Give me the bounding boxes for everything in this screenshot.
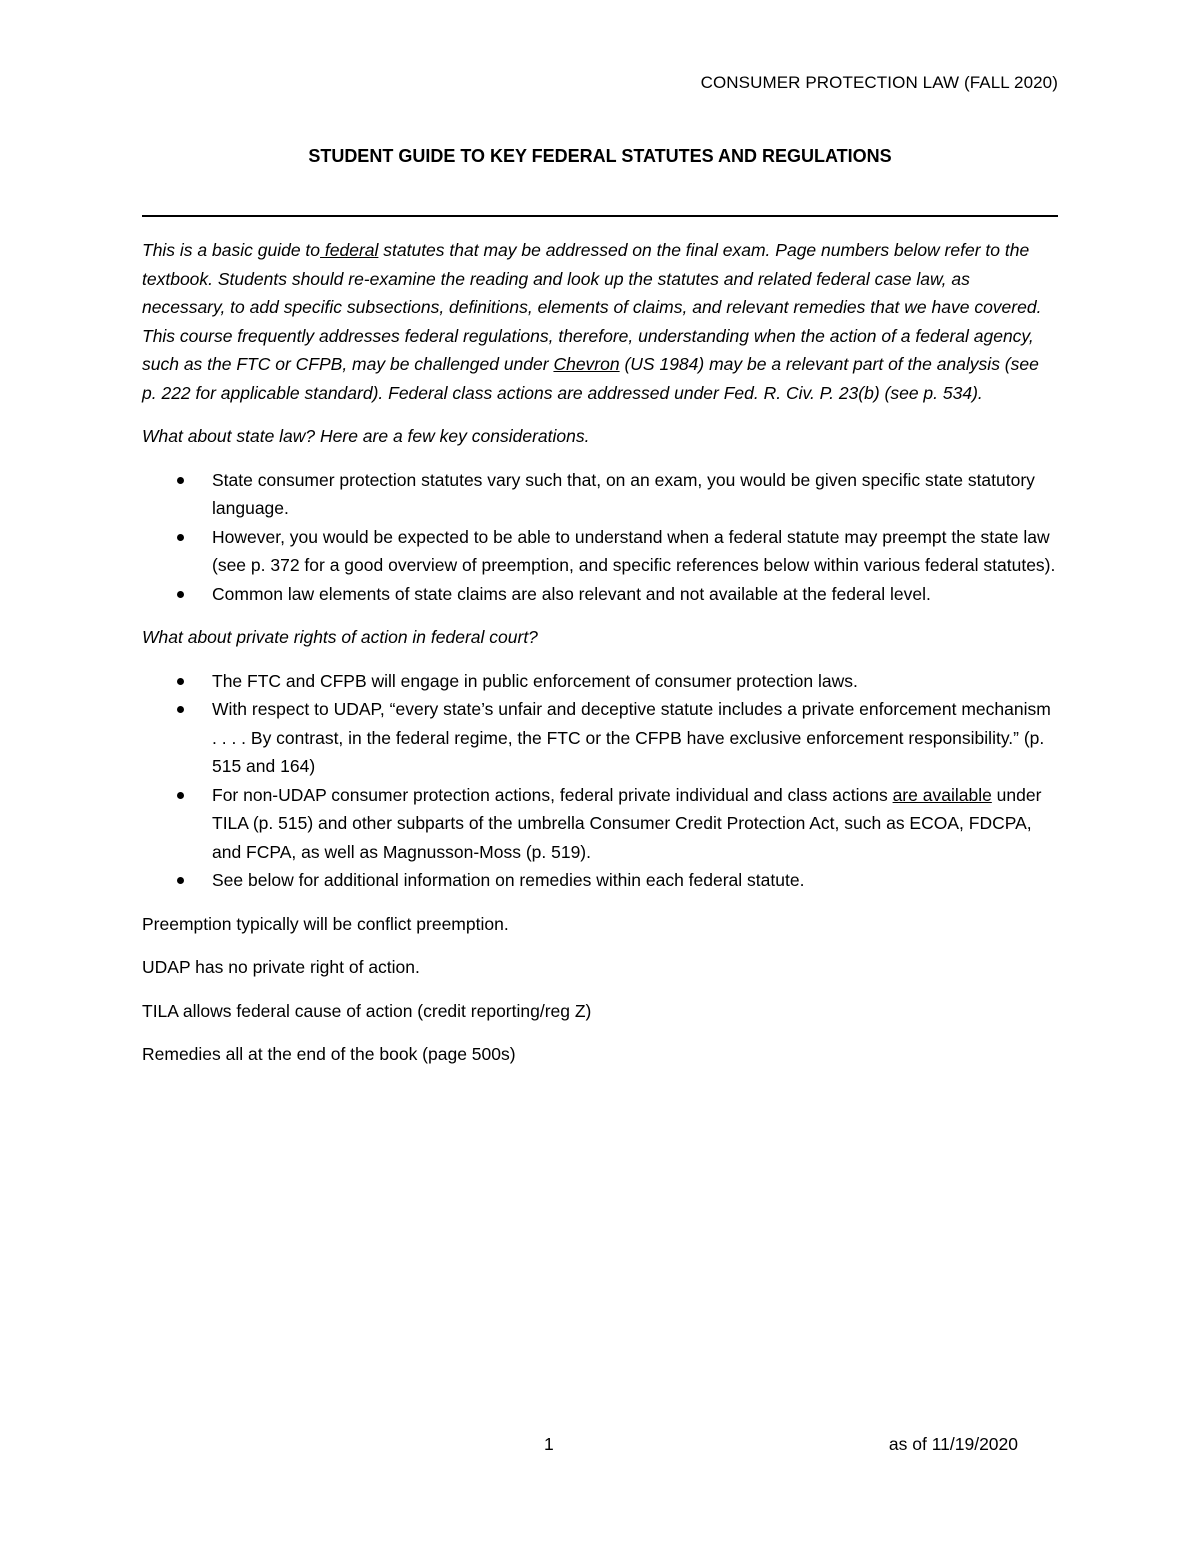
bullet-icon xyxy=(177,706,184,713)
bullet-icon xyxy=(177,534,184,541)
bullet-icon xyxy=(177,877,184,884)
list-item xyxy=(142,667,1058,696)
list-item-text: under TILA (p. 515) and other subparts of the umbrella Consumer Credit Protection Act, such as ECOA, FDCPA, and FCPA, as well as Magnusson-Moss (p. 519). xyxy=(212,784,1042,862)
note-udap: UDAP has no private right of action. xyxy=(142,957,420,977)
list-item-text: For non-UDAP consumer protection actions, federal private individual and class actions xyxy=(212,784,893,805)
list-item xyxy=(142,580,1058,609)
running-header: CONSUMER PROTECTION LAW (FALL 2020) xyxy=(700,73,1058,92)
list-item xyxy=(142,466,1058,523)
bullet-icon xyxy=(177,591,184,598)
state-law-list xyxy=(142,466,1058,609)
list-item xyxy=(142,523,1058,580)
list-item-text: Common law elements of state claims are also relevant and not available at the federal level. xyxy=(212,583,931,604)
footer-as-of-date: as of 11/19/2020 xyxy=(888,1434,1018,1454)
bullet-icon xyxy=(177,678,184,685)
list-item xyxy=(142,781,1058,867)
note-preemption: Preemption typically will be conflict preemption. xyxy=(142,913,509,934)
list-item-text: With respect to UDAP, “every state’s unfair and deceptive statute includes a private enforcement mechanism . . . . By contrast, in the federal regime, the FTC or the CFPB have exclusive enforcement responsibility.” (p. 515 and 164) xyxy=(212,699,1051,776)
note-tila: TILA allows federal cause of action (credit reporting/reg Z) xyxy=(142,1000,592,1021)
intro-text-3: (US 1984) may be a relevant part of the analysis (see p. 222 for applicable standard). Federal class actions are addressed under Fed. R. Civ. P. 23(b) (see p. 534). xyxy=(142,354,1039,403)
list-item xyxy=(142,866,1058,895)
list-item-text: However, you would be expected to be able to understand when a federal statute may preempt the state law (see p. 372 for a good overview of preemption, and specific references below within various federal statutes). xyxy=(212,526,1056,575)
bullet-icon xyxy=(177,477,184,484)
intro-chevron-underlined: Chevron xyxy=(553,354,620,374)
list-item-text: State consumer protection statutes vary such that, on an exam, you would be given specific state statutory language. xyxy=(212,469,1035,518)
note-remedies: Remedies all at the end of the book (page 500s) xyxy=(142,1044,516,1064)
bullet-icon xyxy=(177,792,184,799)
private-rights-list xyxy=(142,667,1058,895)
are-available-underlined: are available xyxy=(892,784,992,805)
document-title: STUDENT GUIDE TO KEY FEDERAL STATUTES AND REGULATIONS xyxy=(308,146,892,166)
footer-page-number: 1 xyxy=(544,1434,554,1454)
list-item xyxy=(142,695,1058,781)
private-rights-heading: What about private rights of action in federal court? xyxy=(142,627,538,647)
document-body xyxy=(142,236,1058,1084)
list-item-text: The FTC and CFPB will engage in public enforcement of consumer protection laws. xyxy=(212,670,858,691)
intro-federal-underlined: federal xyxy=(320,240,379,260)
state-law-heading: What about state law? Here are a few key considerations. xyxy=(142,426,590,446)
intro-paragraph xyxy=(142,236,1058,407)
title-divider xyxy=(142,215,1058,217)
intro-text-2: statutes that may be addressed on the final exam. Page numbers below refer to the textbook. Students should re-examine the reading and look up the statutes and related federal case law, as necessary, to add specific subsections, definitions, elements of claims, and relevant remedies that we have covered. This course frequently addresses federal regulations, therefore, understanding when the action of a federal agency, such as the FTC or CFPB, may be challenged under xyxy=(142,240,1042,374)
list-item-text: See below for additional information on remedies within each federal statute. xyxy=(212,870,805,890)
intro-text-1: This is a basic guide to xyxy=(142,240,321,260)
